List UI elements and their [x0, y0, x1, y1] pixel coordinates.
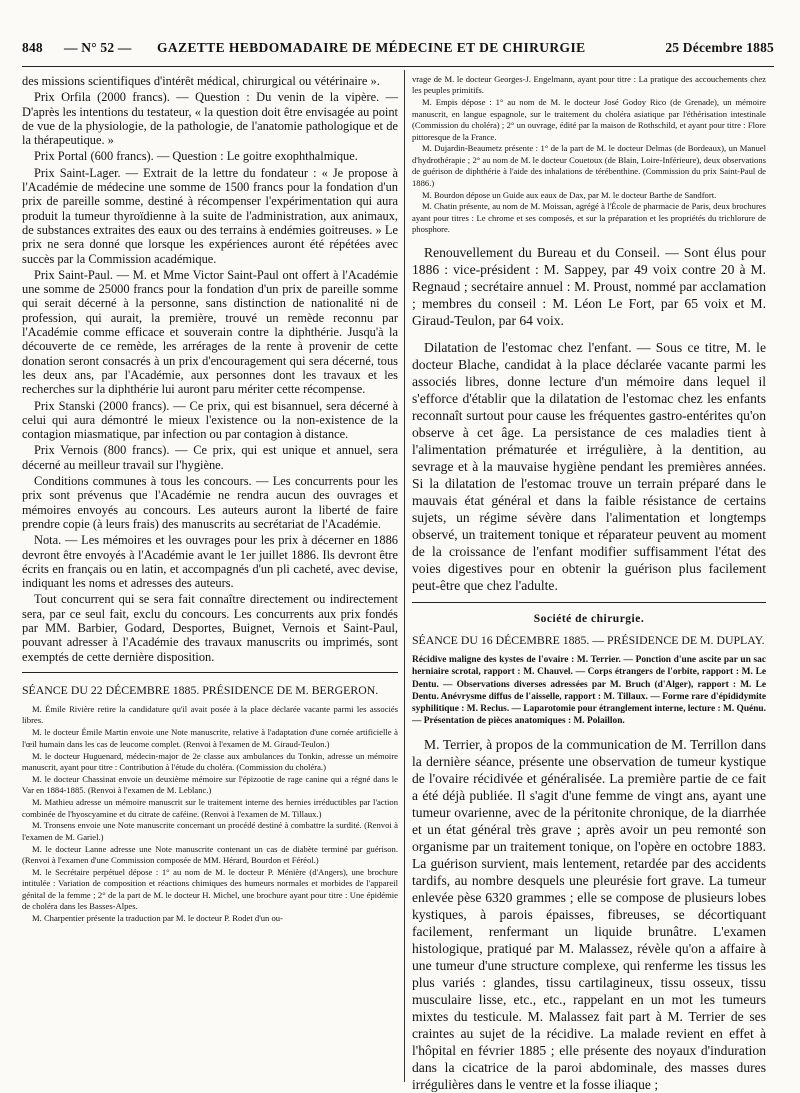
issue-date: 25 Décembre 1885: [665, 40, 774, 55]
session-heading: SÉANCE DU 16 DÉCEMBRE 1885. — PRÉSIDENCE DE M. DUPLAY.: [412, 633, 765, 648]
session-item: M. Émile Rivière retire la candidature qu'il avait posée à la place déclarée vacante parmi les associés libres.: [22, 703, 398, 726]
prize-saint-paul: Prix Saint-Paul. — M. et Mme Victor Saint-Paul ont offert à l'Académie une somme de 25000 francs pour la fondation d'un prix de pareille somme qui serait décerné à la personne, sans distinction de nationalité ni de profession, qui aurait, la première, trouvé un remède reconnu par l'Académie comme efficace et souverain contre la diphthérie. Jusqu'à la découverte de ce remède, les arrérages de la rente à provenir de cette donation seront consacrés à un prix d'encouragement qui sera décerné, tous les deux ans, par l'Académie, aux personnes dont les travaux et les recherches sur la diphthérie lui auront paru mériter cette récompense.: [22, 267, 398, 397]
issue-number: — N° 52 —: [64, 40, 132, 55]
conditions-paragraph: Conditions communes à tous les concours. — Les concurrents pour les prix sont prévenus que l'Académie ne rendra aucun des ouvrages et mémoires envoyés au concours. Les auteurs auront la liberté de faire prendre copie (à leurs frais) des manuscrits au secrétariat de l'Académie.: [22, 474, 398, 531]
bureau-election-paragraph: Renouvellement du Bureau et du Conseil. — Sont élus pour 1886 : vice-président : M. Sappey, par 49 voix contre 20 à M. Regnaud ; secrétaire annuel : M. Proust, nommé par acclamation ; membres du conseil : M. Léon Le Fort, par 65 voix et M. Giraud-Teulon, par 64 voix.: [412, 245, 766, 329]
session-item: M. Bourdon dépose un Guide aux eaux de Dax, par M. le docteur Barthe de Sandfort.: [422, 189, 717, 200]
session-item: vrage de M. le docteur Georges-J. Engelmann, ayant pour titre : La pratique des accouchements chez les peuples primitifs.: [412, 74, 766, 96]
prize-vernois: Prix Vernois (800 francs). — Ce prix, qui est unique et annuel, sera décerné au meilleur travail sur l'hygiène.: [22, 443, 398, 472]
society-title: Société de chirurgie.: [533, 613, 645, 626]
session-item: M. Mathieu adresse un mémoire manuscrit sur le traitement interne des hernies irréductibles par l'action combinée de l'hyoscyamine et du citrate de caféine. (Renvoi à l'examen de M. Tillaux.): [22, 797, 398, 819]
paragraph: Tout concurrent qui se sera fait connaître directement ou indirectement sera, par ce seul fait, exclu du concours. Les concurrents aux prix fondés par MM. Barbier, Godard, Desportes, Buignet, Vernois et Saint-Paul, pouvant adresser à l'Académie des travaux manuscrits ou imprimés, sont exemptés de cette dernière disposition.: [22, 592, 398, 664]
prize-portal: Prix Portal (600 francs). — Question : Le goitre exophthalmique.: [34, 149, 358, 164]
stomach-dilatation-paragraph: Dilatation de l'estomac chez l'enfant. — Sous ce titre, M. le docteur Blache, candidat à la place déclarée vacante parmi les associés libres, donne lecture d'un mémoire dans lequel il s'efforce d'établir que la dilatation de l'estomac chez les enfants reconnaît surtout pour cause les fréquentes gastro-entérites qu'on observe à cet âge. La persistance de ces maladies tient à l'alimentation prématurée et irrégulière, à la dentition, au sevrage et à la mauvaise hygiène pendant les premières années. Si la dilatation de l'estomac trouve un terrain préparé dans le mauvais état général et dans la faible résistance de certains sujets, un régime sévère dans l'alimentation et longtemps observé, un traitement tonique et réparateur peuvent au moment de la croissance de l'enfant modifier suffisamment l'état des voies digestives pour en obtenir la guérison plus facilement peut-être que chez l'adulte.: [412, 340, 766, 594]
session-item: M. Tronsens envoie une Note manuscrite concernant un procédé destiné à combattre la surdité. (Renvoi à l'examen de M. Gariel.): [22, 820, 398, 842]
section-rule: [22, 672, 398, 673]
session-item: M. le Secrétaire perpétuel dépose : 1° au nom de M. le docteur P. Ménière (d'Angers), une brochure intitulée : Variation de composition et réactions chimiques des humeurs normales et morbides de l'appareil génital de la femme ; 2° de la part de M. le docteur H. Michel, une brochure ayant pour titre : Une épidémie de choléra dans les Basses-Alpes.: [22, 867, 398, 912]
prize-stanski: Prix Stanski (2000 francs). — Ce prix, qui est bisannuel, sera décerné à celui qui aura démontré le mieux l'existence ou la non-existence de la contagion miasmatique, par infection ou par contagion à distance.: [22, 398, 398, 442]
session-summary: Récidive maligne des kystes de l'ovaire : M. Terrier. — Ponction d'une ascite par un sac herniaire scrotal, rapport : M. Chauvel. — Corps étrangers de l'orbite, rapport : M. Le Dentu. — Observations diverses adressées par M. Bruch (d'Alger), rapport : M. Le Dentu. Anévrysme diffus de l'aisselle, rapport : M. Tillaux. — Forme rare d'épididymite syphilitique : M. Reclus. — Laparotomie pour étranglement interne, lecture : M. Quénu. — Présentation de pièces anatomiques : M. Polaillon.: [412, 655, 766, 727]
session-item: M. Chatin présente, au nom de M. Moissan, agrégé à l'École de pharmacie de Paris, deux brochures ayant pour titres : Le chrome et ses composés, et sur la préparation et les propriétés du trichlorure de phosphore.: [412, 201, 766, 235]
journal-title: GAZETTE HEBDOMADAIRE DE MÉDECINE ET DE CHIRURGIE: [157, 40, 586, 55]
left-column: [22, 74, 398, 1082]
nota-paragraph: Nota. — Les mémoires et les ouvrages pour les prix à décerner en 1886 devront être envoyés à l'Académie avant le 1er juillet 1886. Ils devront être écrits en français ou en latin, et accompagnés d'un pli cacheté, avec devise, indiquant les noms et adresses des auteurs.: [22, 533, 398, 591]
right-column: [412, 74, 766, 1093]
prize-orfila: Prix Orfila (2000 francs). — Question : Du venin de la vipère. — D'après les intentions du testateur, « la question doit être envisagée au point de vue de la physiologie, de la pathologie, de l'anatomie pathologique et de la thérapeutique. »: [22, 90, 398, 148]
session-item: M. le docteur Émile Martin envoie une Note manuscrite, relative à l'adaptation d'une cornée artificielle à l'œil humain dans les cas de leucome complet. (Renvoi à l'examen de M. Giraud-Teulon.): [22, 727, 398, 749]
column-divider: [404, 70, 405, 1082]
section-rule: [412, 602, 766, 603]
page-number: 848: [22, 40, 43, 55]
session-heading: SÉANCE DU 22 DÉCEMBRE 1885. PRÉSIDENCE DE M. BERGERON.: [22, 682, 379, 697]
session-item: M. Dujardin-Beaumetz présente : 1° de la part de M. le docteur Delmas (de Bordeaux), un Manuel d'hydrothérapie ; 2° au nom de M. le docteur Couetoux (de Blain, Loire-Inférieure), deux observations de guérison de diphthérie à l'aide des inhalations de térébenthine. (Commission du prix Saint-Paul de 1886.): [412, 143, 766, 188]
session-item: M. le docteur Lanne adresse une Note manuscrite contenant un cas de diabète terminé par guérison. (Renvoi à l'examen d'une Commission composée de MM. Hérard, Bourdon et Féréol.): [22, 843, 398, 866]
session-item: M. Charpentier présente la traduction par M. le docteur P. Rodet d'un ou-: [32, 913, 283, 924]
terrier-paragraph: M. Terrier, à propos de la communication de M. Terrillon dans la dernière séance, présente une observation de tumeur kystique de l'ovaire récidivée et généralisée. La première partie de ce fait a été déjà publiée. Il s'agit d'une femme de vingt ans, ayant une tumeur ovarienne, avec de la péritonite chronique, de la diarrhée et un état général très grave ; après avoir un peu remonté son organisme par un traitement tonique, on l'opère en octobre 1883. La guérison survient, mais lentement, retardée par des accidents tardifs, au nombre desquels une pleurésie fort grave. La tumeur enlevée pèse 6320 grammes ; elle se compose de plusieurs lobes kystiques, à parois épaisses, fibreuses, se décortiquant facilement, renfermant un liquide brunâtre. L'examen histologique, pratiqué par M. Malassez, révèle qu'on a affaire à une tumeur d'une structure complexe, qui renferme les tissus les plus variés : glandes, tissu cartilagineux, tissu osseux, tissu musculaire lisse, etc., etc., rappelant en un mot les tumeurs mixtes du testicule. M. Malassez fait part à M. Terrier de ses craintes au sujet de la récidive. La malade revient en effet à l'hôpital en février 1885 ; elle présente des noyaux d'induration dans la cicatrice de la paroi abdominale, des masses dures irrégulières dans le ventre et la fosse iliaque ;: [412, 737, 766, 1093]
session-item: M. Empis dépose : 1° au nom de M. le docteur José Godoy Rico (de Grenade), un mémoire manuscrit, en langue espagnole, sur le traitement du choléra asiatique par l'éthérisation intestinale (Commission du choléra) ; 2° un ouvrage, édité par la maison de Rothschild, et ayant pour titre : Flore pittoresque de la France.: [412, 97, 766, 142]
page-header: [22, 40, 774, 62]
session-item: M. le docteur Chassinat envoie un deuxième mémoire sur l'épizootie de rage canine qui a régné dans le Var en 1884-1885. (Renvoi à l'examen de M. Leblanc.): [22, 773, 398, 796]
header-rule: [22, 66, 774, 67]
paragraph: des missions scientifiques d'intérêt médical, chirurgical ou vétérinaire ».: [22, 74, 380, 88]
prize-saint-lager: Prix Saint-Lager. — Extrait de la lettre du fondateur : « Je propose à l'Académie de médecine une somme de 1500 francs pour la fondation d'un prix de pareille somme, destiné à récompenser l'expérimentation qui aura produit la tumeur thyroïdienne à la suite de l'administration, aux animaux, de substances extraites des eaux ou des terrains à endémies goitreuses. » Le prix ne sera donné que lorsque les expériences auront été répétées avec succès par la Commission académique.: [22, 165, 398, 266]
session-item: M. le docteur Huguenard, médecin-major de 2e classe aux ambulances du Tonkin, adresse un mémoire manuscrit, ayant pour titre : Contribution à l'étude du choléra. (Commission du choléra.): [22, 750, 398, 772]
